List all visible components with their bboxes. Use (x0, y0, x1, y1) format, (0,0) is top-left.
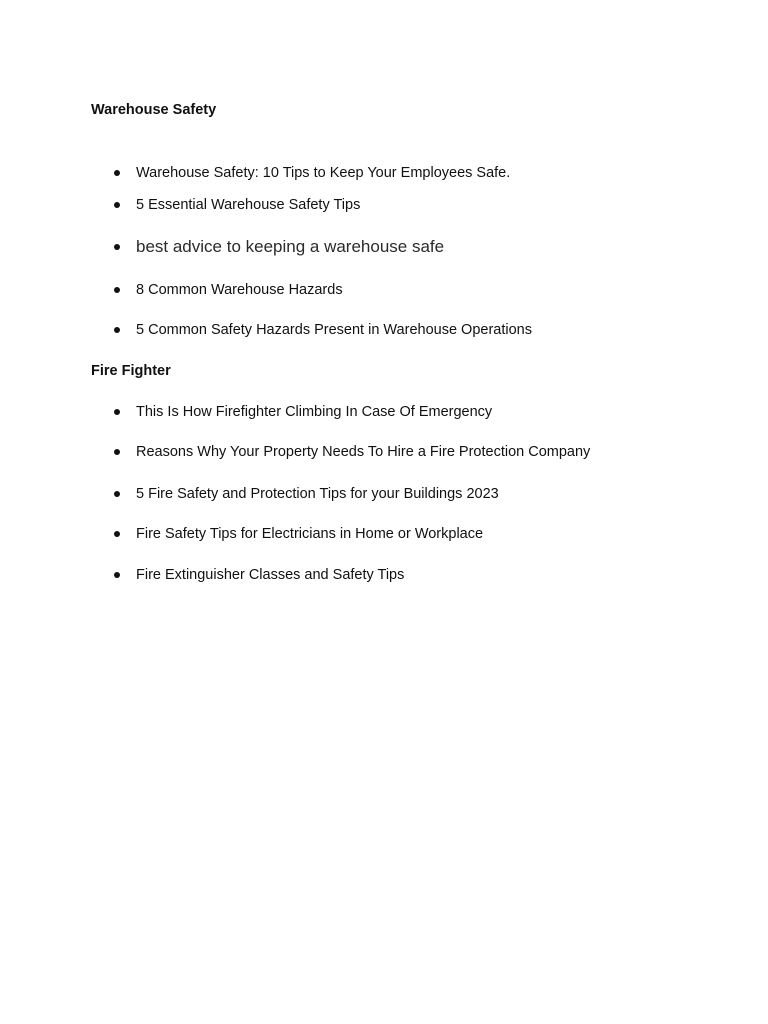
bullet-icon (114, 531, 120, 537)
list-item (114, 442, 590, 462)
list-item-text: Fire Safety Tips for Electricians in Home or Workplace (136, 526, 484, 542)
list-item-text: This Is How Firefighter Climbing In Case Of Emergency (136, 404, 493, 420)
bullet-icon (114, 202, 120, 208)
list-item-text: Warehouse Safety: 10 Tips to Keep Your Employees Safe. (136, 165, 511, 181)
list-item (114, 565, 404, 585)
list-item-text: 8 Common Warehouse Hazards (136, 282, 343, 298)
list-item (114, 484, 499, 504)
section-heading-fire-fighter: Fire Fighter (91, 363, 171, 379)
list-item (114, 320, 532, 340)
bullet-icon (114, 491, 120, 497)
bullet-icon (114, 244, 120, 250)
list-item-text: Fire Extinguisher Classes and Safety Tips (136, 567, 405, 583)
list-item-text: 5 Common Safety Hazards Present in Warehouse Operations (136, 322, 532, 338)
list-item-text: best advice to keeping a warehouse safe (136, 237, 445, 256)
bullet-icon (114, 287, 120, 293)
bullet-icon (114, 170, 120, 176)
list-item-text: 5 Fire Safety and Protection Tips for your Buildings 2023 (136, 486, 499, 502)
list-item-text: 5 Essential Warehouse Safety Tips (136, 197, 361, 213)
list-item (114, 195, 360, 215)
bullet-icon (114, 327, 120, 333)
list-item (114, 402, 492, 422)
list-item (114, 237, 444, 257)
list-item (114, 524, 483, 544)
bullet-icon (114, 409, 120, 415)
list-item-text: Reasons Why Your Property Needs To Hire a Fire Protection Company (136, 444, 591, 460)
list-item (114, 163, 510, 183)
bullet-icon (114, 572, 120, 578)
list-item (114, 280, 343, 300)
section-heading-warehouse-safety: Warehouse Safety (91, 102, 217, 118)
bullet-icon (114, 449, 120, 455)
